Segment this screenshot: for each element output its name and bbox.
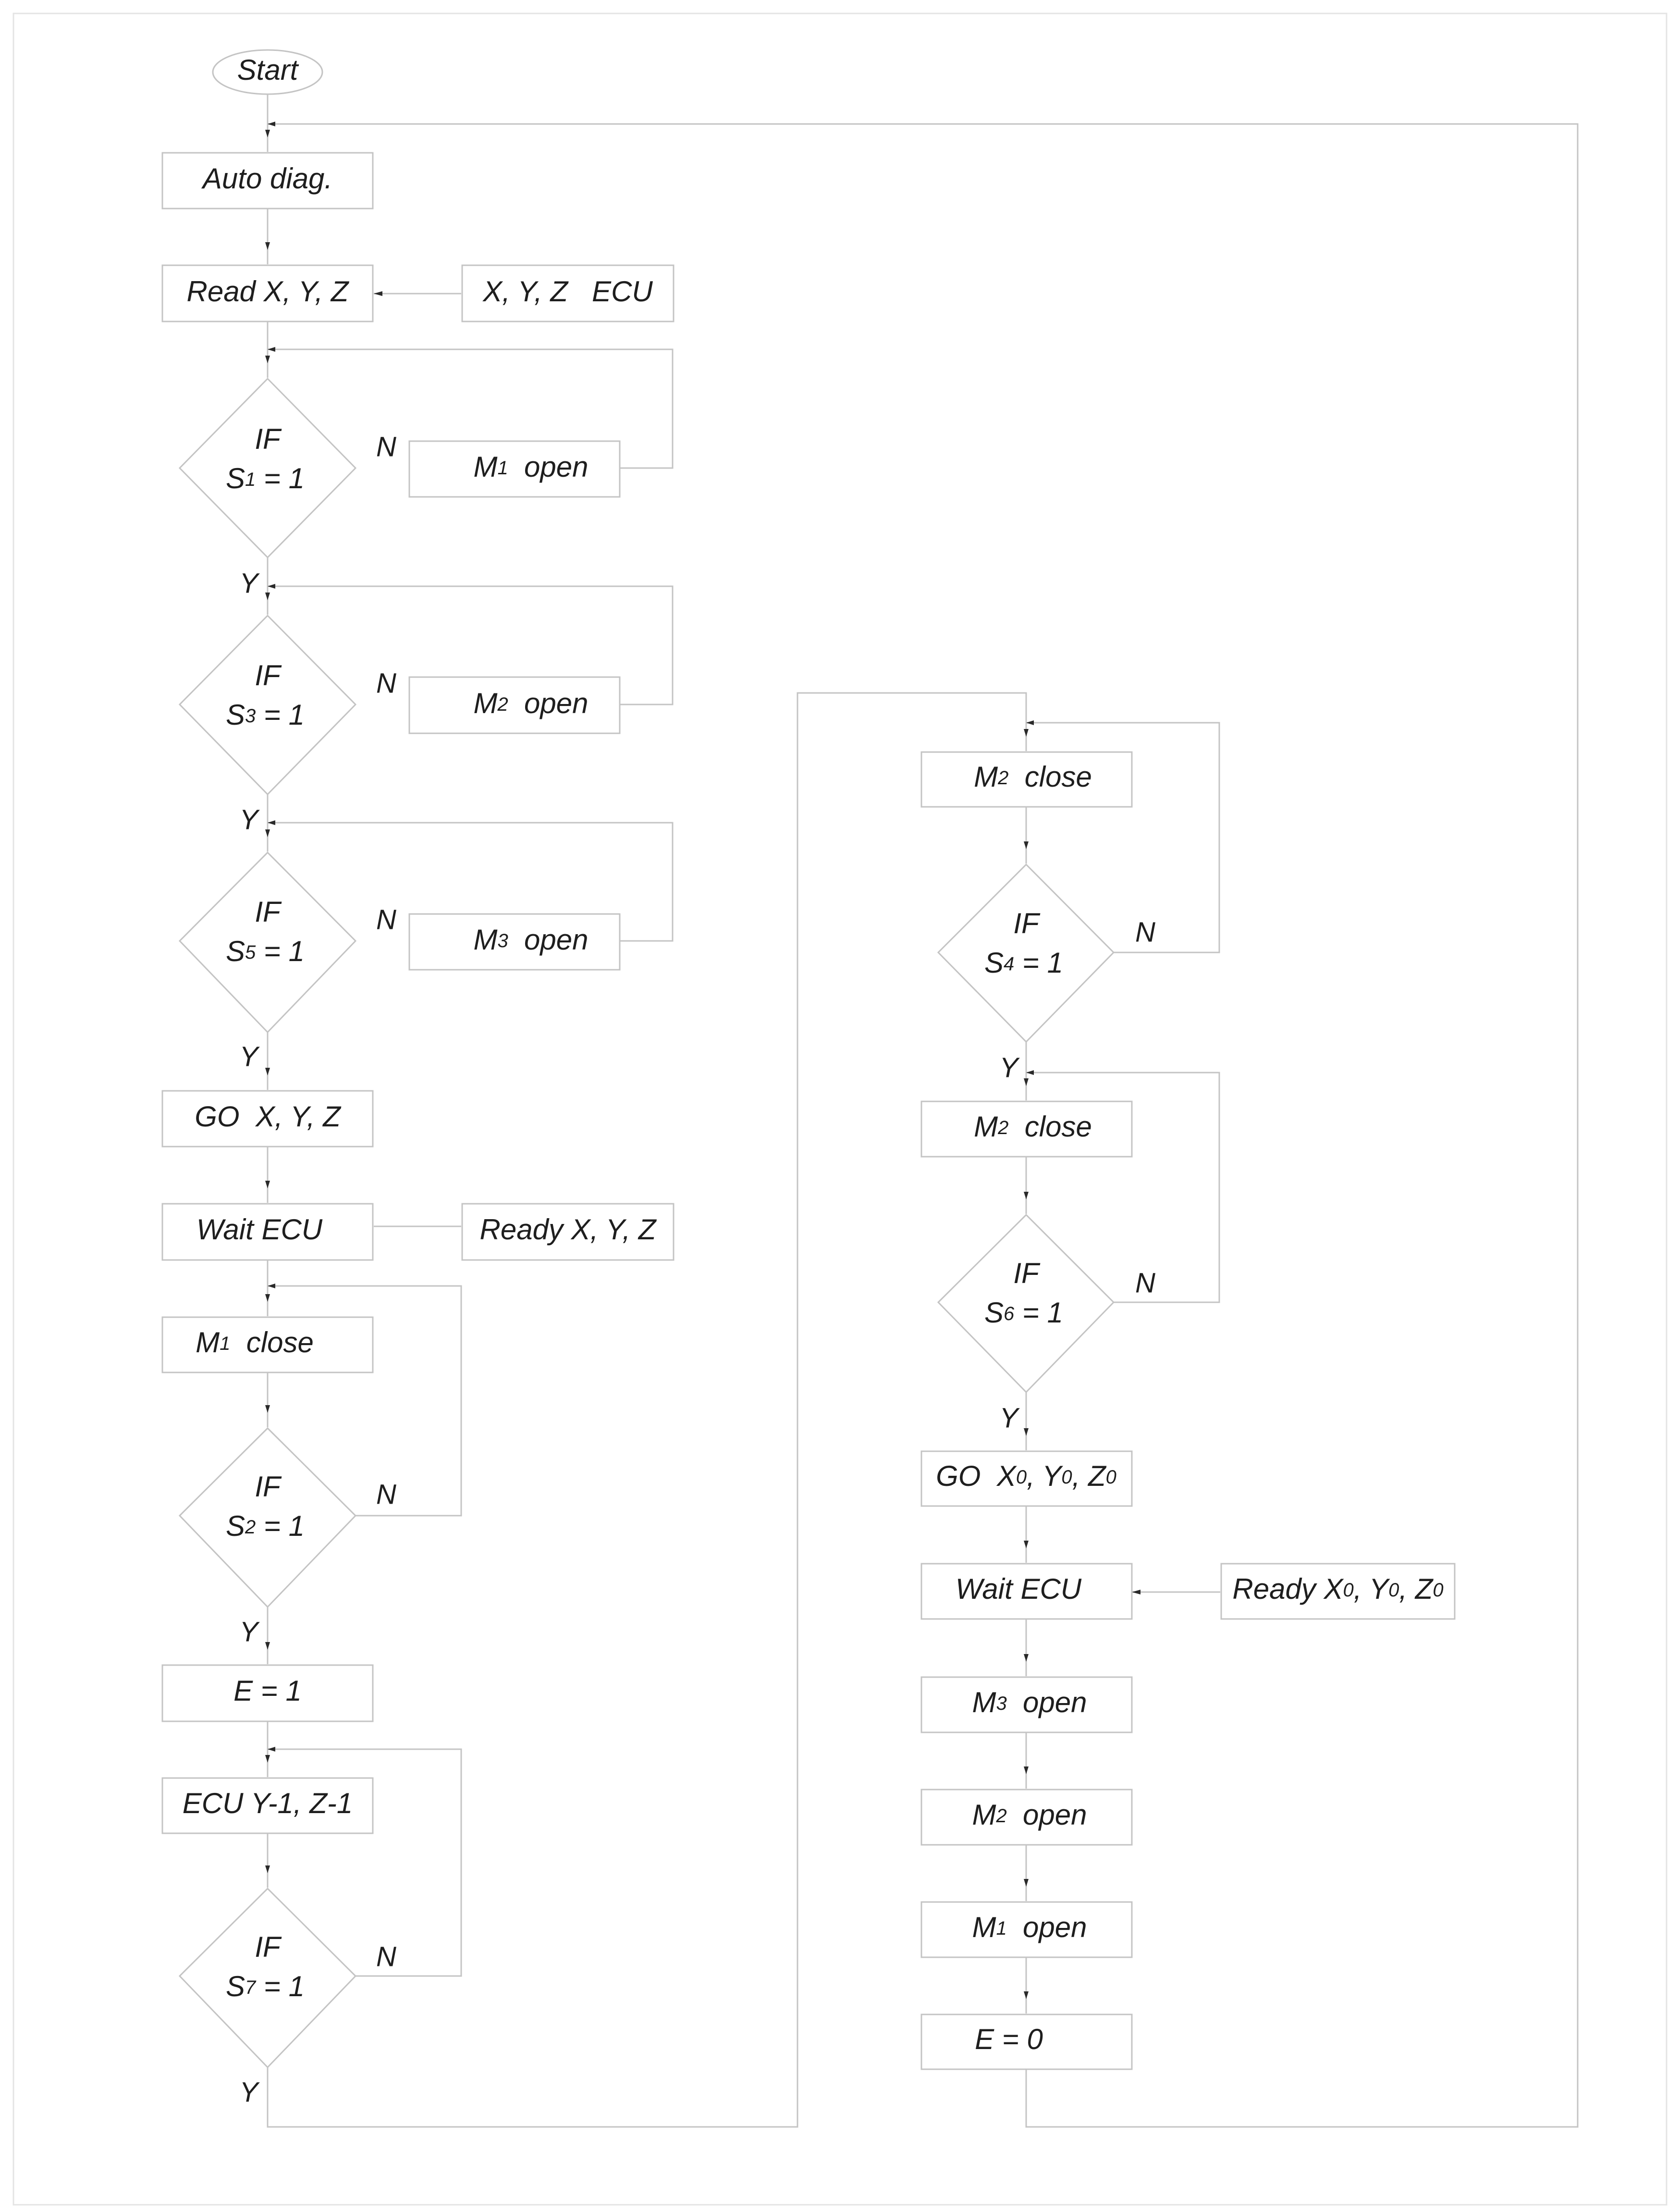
no-label-s2: N [376, 1479, 396, 1510]
m2-close-label: M2 close [974, 1110, 1092, 1143]
decision-s1 [180, 379, 356, 557]
condition-s5: S5 = 1 [225, 935, 305, 967]
m3-open-box-right [921, 1677, 1132, 1732]
wait-ecu-label: Wait ECU [196, 1213, 323, 1246]
m3-open-label: M3 open [473, 923, 589, 956]
m2-close-label: M2 close [974, 760, 1092, 793]
if-label: IF [255, 422, 281, 455]
decision-s3 [180, 616, 356, 794]
m2-open-box-right [921, 1790, 1132, 1845]
yes-label-s6: Y [999, 1402, 1018, 1434]
m1-close-label: M1 close [196, 1326, 314, 1359]
decision-s7 [180, 1889, 356, 2067]
decision-s6 [938, 1215, 1114, 1392]
decision-s4 [938, 865, 1114, 1042]
m1-open-box-left [409, 441, 620, 497]
e-equals-0-label: E = 0 [975, 2023, 1043, 2055]
m2-open-label: M2 open [473, 687, 589, 719]
read-xyz-label: Read X, Y, Z [186, 275, 349, 308]
if-label: IF [1013, 1257, 1039, 1289]
auto-diag-label: Auto diag. [202, 162, 333, 195]
m2-open-label: M2 open [972, 1798, 1087, 1831]
condition-s2: S2 = 1 [225, 1509, 305, 1542]
go-xyz-label: GO X, Y, Z [195, 1100, 341, 1133]
decision-s5 [180, 852, 356, 1032]
ready-xyz-label: Ready X, Y, Z [479, 1213, 656, 1246]
m2-close-box-a [921, 752, 1132, 807]
ready-xyz-box [462, 1204, 674, 1260]
no-label-s6: N [1135, 1267, 1155, 1299]
if-label: IF [255, 659, 281, 692]
no-label-s4: N [1135, 916, 1155, 948]
m3-open-box-left [409, 914, 620, 970]
m3-open-label: M3 open [972, 1686, 1087, 1718]
go-x0-box [921, 1451, 1132, 1506]
no-label-s5: N [376, 904, 396, 936]
wait-ecu-label: Wait ECU [955, 1572, 1082, 1605]
m1-open-box-right [921, 1902, 1132, 1957]
m2-close-box-b [921, 1101, 1132, 1157]
e-equals-0-box [921, 2014, 1132, 2069]
ready-x0-box [1221, 1564, 1455, 1619]
if-label: IF [255, 895, 281, 928]
if-label: IF [255, 1930, 281, 1963]
xyz-ecu-box [462, 265, 674, 321]
no-label-s1: N [376, 431, 396, 463]
condition-s3: S3 = 1 [225, 698, 305, 731]
read-xyz-box [162, 265, 373, 321]
e-equals-1-label: E = 1 [233, 1674, 302, 1707]
condition-s6: S6 = 1 [984, 1296, 1064, 1329]
condition-s4: S4 = 1 [984, 946, 1064, 979]
yes-label-s3: Y [239, 804, 258, 836]
go-xyz-box [162, 1091, 373, 1147]
m1-open-label: M1 open [473, 450, 589, 483]
if-label: IF [255, 1470, 281, 1503]
ecu-y-z-box [162, 1778, 373, 1833]
e-equals-1-box [162, 1665, 373, 1721]
start-label: Start [237, 53, 298, 86]
m1-close-box [162, 1317, 373, 1372]
yes-label-s2: Y [239, 1616, 258, 1648]
condition-s1: S1 = 1 [225, 462, 305, 494]
m1-open-label: M1 open [972, 1911, 1087, 1943]
wait-ecu-box-right [921, 1564, 1132, 1619]
auto-diag-box [162, 153, 373, 209]
yes-label-s4: Y [999, 1052, 1018, 1084]
no-label-s7: N [376, 1941, 396, 1973]
wait-ecu-box-left [162, 1204, 373, 1260]
m2-open-box-left [409, 677, 620, 733]
start-node [213, 50, 322, 94]
if-label: IF [1013, 907, 1039, 939]
condition-s7: S7 = 1 [225, 1970, 305, 2002]
no-label-s3: N [376, 667, 396, 699]
go-x0-label: GO X0, Y0, Z0 [936, 1459, 1116, 1492]
xyz-ecu-label: X, Y, Z ECU [483, 275, 653, 308]
yes-label-s5: Y [239, 1041, 258, 1073]
yes-label-s7: Y [239, 2076, 258, 2108]
decision-s2 [180, 1428, 356, 1607]
yes-label-s1: Y [239, 568, 258, 599]
ready-x0-label: Ready X0, Y0, Z0 [1232, 1572, 1444, 1605]
ecu-y-z-label: ECU Y-1, Z-1 [182, 1787, 353, 1819]
